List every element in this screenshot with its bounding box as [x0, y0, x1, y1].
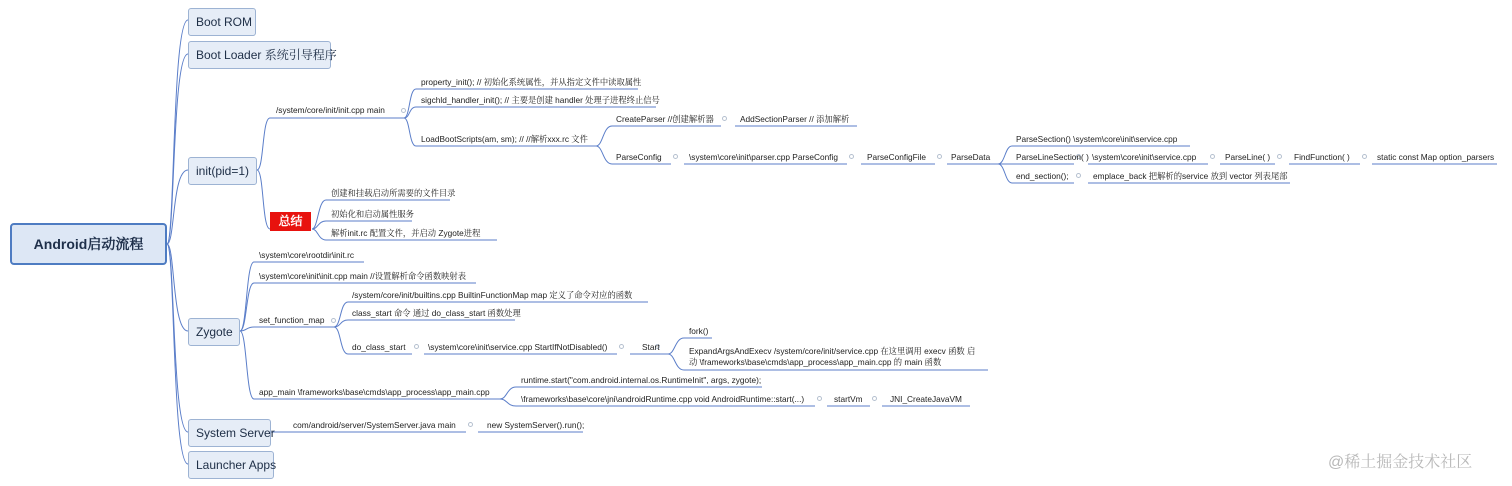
collapse-toggle[interactable]	[817, 396, 822, 401]
summary-item[interactable]: 解析init.rc 配置文件，并启动 Zygote进程	[331, 228, 481, 238]
set-function-map[interactable]: set_function_map	[259, 315, 325, 325]
find-function[interactable]: FindFunction( )	[1294, 152, 1350, 162]
do-class-start[interactable]: do_class_start	[352, 342, 406, 352]
expand-args-line2[interactable]: 动 \frameworks\base\cmds\app_process\app_main.cpp 的 main 函数	[689, 357, 942, 367]
collapse-toggle[interactable]	[1362, 154, 1367, 159]
init-main[interactable]: /system/core/init/init.cpp main	[276, 105, 385, 115]
emplace-back[interactable]: emplace_back 把解析的service 放到 vector 列表尾部	[1093, 171, 1288, 181]
option-parsers[interactable]: static const Map option_parsers	[1377, 152, 1495, 162]
app-main[interactable]: app_main \frameworks\base\cmds\app_process\app_main.cpp	[259, 387, 490, 397]
parse-config[interactable]: ParseConfig	[616, 152, 662, 162]
sigchld-handler[interactable]: sigchld_handler_init(); // 主要是创建 handler 处理子进程终止信号	[421, 95, 660, 105]
start-vm[interactable]: startVm	[834, 394, 863, 404]
service-cpp[interactable]: \system\core\init\service.cpp	[1092, 152, 1197, 162]
node-init[interactable]: init(pid=1)	[188, 157, 257, 185]
parser-cpp[interactable]: \system\core\init\parser.cpp ParseConfig	[689, 152, 838, 162]
collapse-toggle[interactable]	[937, 154, 942, 159]
system-server-java[interactable]: com/android/server/SystemServer.java main	[293, 420, 456, 430]
collapse-toggle[interactable]	[872, 396, 877, 401]
end-section[interactable]: end_section();	[1016, 171, 1069, 181]
collapse-toggle[interactable]	[468, 422, 473, 427]
collapse-toggle[interactable]	[1076, 173, 1081, 178]
node-zygote[interactable]: Zygote	[188, 318, 240, 346]
summary-item[interactable]: 创建和挂载启动所需要的文件目录	[331, 188, 456, 198]
collapse-toggle[interactable]	[331, 318, 336, 323]
expand-args-line1[interactable]: ExpandArgsAndExecv /system/core/init/service.cpp 在这里调用 execv 函数 启	[689, 346, 976, 356]
system-server-run[interactable]: new SystemServer().run();	[487, 420, 585, 430]
collapse-toggle[interactable]	[1210, 154, 1215, 159]
parse-config-file[interactable]: ParseConfigFile	[867, 152, 927, 162]
start-node[interactable]: Start	[642, 342, 660, 352]
parse-line-section[interactable]: ParseLineSection( )	[1016, 152, 1089, 162]
fork-node[interactable]: fork()	[689, 326, 709, 336]
watermark: @稀土掘金技术社区	[1328, 454, 1473, 471]
start-if-not-disabled[interactable]: \system\core\init\service.cpp StartIfNotDisabled()	[428, 342, 608, 352]
parse-line[interactable]: ParseLine( )	[1225, 152, 1271, 162]
collapse-toggle[interactable]	[1277, 154, 1282, 159]
android-runtime[interactable]: \frameworks\base\core\jni\androidRuntime.cpp void AndroidRuntime::start(...)	[521, 394, 805, 404]
parse-section[interactable]: ParseSection() \system\core\init\service.cpp	[1016, 134, 1178, 144]
collapse-toggle[interactable]	[849, 154, 854, 159]
jni-create-java-vm[interactable]: JNI_CreateJavaVM	[890, 394, 962, 404]
node-launcher-apps[interactable]: Launcher Apps	[188, 451, 274, 479]
node-system-server[interactable]: System Server	[188, 419, 271, 447]
zygote-init-main[interactable]: \system\core\init\init.cpp main //设置解析命令函数映射表	[259, 271, 467, 281]
summary-label[interactable]: 总结	[270, 212, 311, 231]
collapse-toggle[interactable]	[414, 344, 419, 349]
builtins-cpp[interactable]: /system/core/init/builtins.cpp BuiltinFunctionMap map 定义了命令对应的函数	[352, 290, 633, 300]
collapse-toggle[interactable]	[401, 108, 406, 113]
collapse-toggle[interactable]	[619, 344, 624, 349]
create-parser[interactable]: CreateParser //创建解析器	[616, 114, 714, 124]
parse-data[interactable]: ParseData	[951, 152, 991, 162]
class-start[interactable]: class_start 命令 通过 do_class_start 函数处理	[352, 308, 521, 318]
node-boot-loader[interactable]: Boot Loader 系统引导程序	[188, 41, 331, 69]
collapse-toggle[interactable]	[673, 154, 678, 159]
summary-item[interactable]: 初始化和启动属性服务	[331, 209, 414, 219]
zygote-rootdir[interactable]: \system\core\rootdir\init.rc	[259, 250, 354, 260]
load-boot-scripts[interactable]: LoadBootScripts(am, sm); // //解析xxx.rc 文件	[421, 134, 588, 144]
runtime-start[interactable]: runtime.start("com.android.internal.os.RuntimeInit", args, zygote);	[521, 375, 762, 385]
root-node[interactable]: Android启动流程	[10, 223, 167, 265]
property-init[interactable]: property_init(); // 初始化系统属性，并从指定文件中读取属性	[421, 77, 642, 87]
add-section-parser[interactable]: AddSectionParser // 添加解析	[740, 114, 850, 124]
collapse-toggle[interactable]	[722, 116, 727, 121]
node-boot-rom[interactable]: Boot ROM	[188, 8, 256, 36]
